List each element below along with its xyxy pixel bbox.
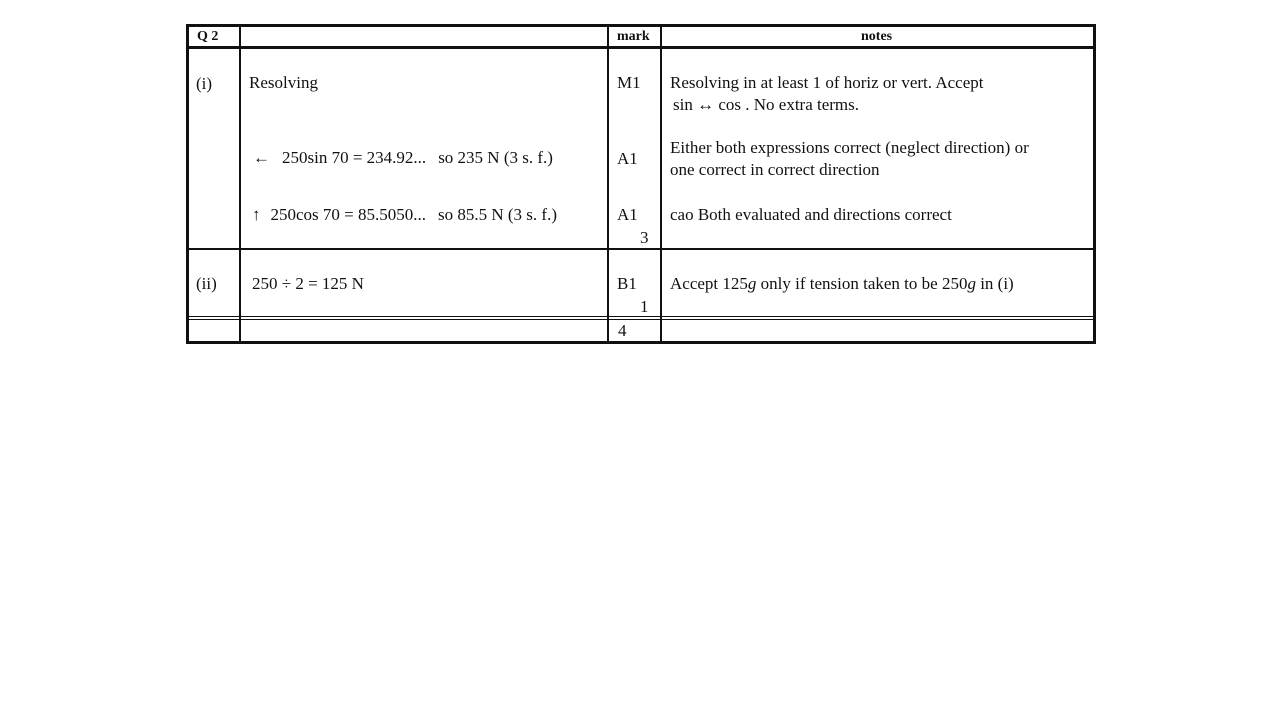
answer-line-3: [252, 205, 557, 225]
subtotal-i: 3: [640, 228, 649, 247]
column-rule: [607, 24, 609, 344]
notes-line-1a: Resolving in at least 1 of horiz or vert. Accept: [670, 73, 984, 92]
mark-scheme-table: [186, 24, 1096, 344]
notes-text: Accept 125: [670, 274, 748, 293]
left-arrow-icon: ←: [253, 148, 270, 167]
up-arrow-icon: ↑: [252, 205, 261, 224]
mark-line-3: A1: [617, 205, 638, 224]
part-i-label: (i): [196, 74, 213, 93]
mark-line-2: A1: [617, 149, 638, 168]
answer-line-1: Resolving: [249, 73, 318, 92]
total-rule-bottom: [186, 319, 1096, 320]
column-rule: [239, 24, 241, 344]
result: so 85.5 N (3 s. f.): [438, 205, 557, 224]
notes-text: in (i): [975, 274, 1014, 293]
table-border: [186, 24, 1096, 344]
result: so 235 N (3 s. f.): [438, 148, 553, 167]
total-mark: 4: [618, 321, 627, 340]
header-notes: notes: [861, 29, 893, 44]
notes-line-2a: Either both expressions correct (neglect direction) or: [670, 138, 1029, 157]
notes-line-2b: one correct in correct direction: [670, 160, 880, 179]
answer-ii: 250 ÷ 2 = 125 N: [252, 274, 364, 293]
header-rule: [186, 46, 1096, 49]
column-rule: [660, 24, 662, 344]
notes-line-3: cao Both evaluated and directions correct: [670, 205, 952, 224]
mark-ii: B1: [617, 274, 637, 293]
answer-line-2: [253, 148, 553, 168]
notes-ii: [670, 274, 1014, 294]
row-rule: [186, 248, 1096, 250]
notes-italic: g: [967, 274, 976, 293]
expression: 250cos 70 = 85.5050...: [270, 205, 426, 224]
notes-line-1b: sin ↔ cos . No extra terms.: [673, 95, 860, 114]
notes-italic: g: [747, 274, 757, 293]
notes-text: only if tension taken to be 250: [756, 274, 968, 293]
header-question: Q 2: [197, 29, 219, 44]
mark-line-1: M1: [617, 73, 641, 92]
part-ii-label: (ii): [196, 274, 217, 293]
header-mark: mark: [617, 29, 650, 44]
subtotal-ii: 1: [640, 297, 649, 316]
expression: 250sin 70 = 234.92...: [282, 148, 427, 167]
